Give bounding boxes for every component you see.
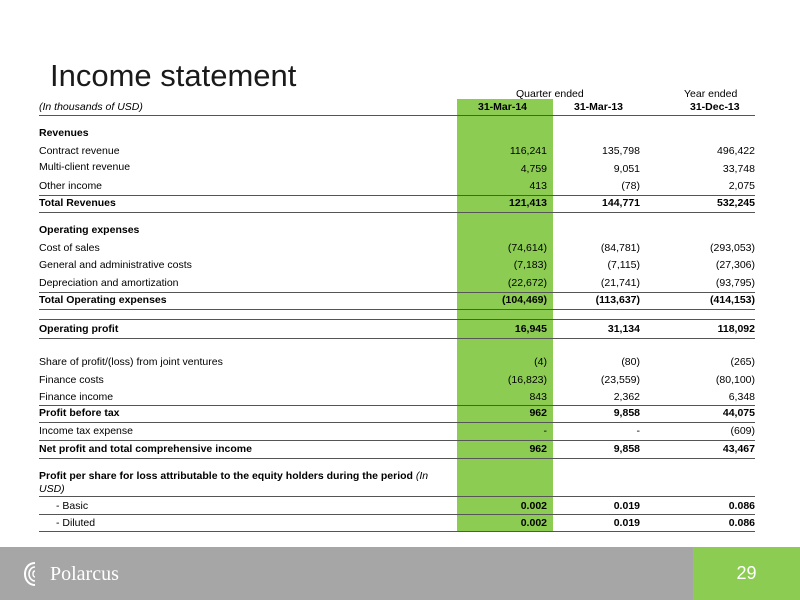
row-label: - Basic (56, 500, 89, 512)
cell-q1-2013: 2,362 (613, 391, 640, 403)
table-row (39, 240, 755, 257)
cell-fy-2013: 496,422 (717, 145, 755, 157)
cell-q1-2014: 16,945 (514, 323, 547, 335)
table-row (39, 159, 755, 176)
cell-q1-2013: (21,741) (600, 277, 640, 289)
cell-q1-2014: (74,614) (507, 242, 547, 254)
cell-fy-2013: (609) (730, 425, 755, 437)
cell-fy-2013: 0.086 (728, 500, 755, 512)
page-number: 29 (736, 563, 757, 583)
cell-fy-2013: (414,153) (710, 294, 755, 306)
units-label: (In thousands of USD) (39, 101, 143, 113)
row-label: Other income (39, 180, 103, 192)
net-profit-row (39, 441, 755, 458)
col-header-q1-2013: 31-Mar-13 (574, 101, 624, 113)
cell-fy-2013: 0.086 (728, 517, 755, 529)
cell-q1-2013: 0.019 (613, 500, 640, 512)
cell-q1-2014: (4) (534, 356, 547, 368)
row-rule (39, 531, 755, 532)
row-label: Multi-client revenue (39, 161, 131, 173)
table-row (39, 143, 755, 160)
row-rule (39, 212, 755, 213)
row-label: Finance income (39, 391, 114, 403)
page-title: Income statement (50, 58, 297, 93)
eps-heading-bold: Profit per share for loss attributable to the equity holders during the period (39, 470, 413, 482)
cell-fy-2013: (93,795) (715, 277, 755, 289)
profit-before-tax-row (39, 405, 755, 422)
row-label: Income tax expense (39, 425, 133, 437)
cell-fy-2013: (27,306) (715, 259, 755, 271)
cell-q1-2013: 9,051 (613, 163, 640, 175)
operating-profit-row (39, 321, 755, 338)
cell-q1-2013: (84,781) (600, 242, 640, 254)
eps-heading-text (39, 470, 459, 496)
cell-q1-2014: (22,672) (507, 277, 547, 289)
row-label: General and administrative costs (39, 259, 192, 271)
row-label: Operating expenses (39, 224, 140, 236)
row-rule (39, 319, 755, 320)
eps-heading-italic: (In (415, 470, 429, 482)
cell-q1-2013: 135,798 (602, 145, 640, 157)
row-label: Contract revenue (39, 145, 120, 157)
row-label: - Diluted (56, 517, 96, 529)
cell-q1-2013: (80) (621, 356, 640, 368)
cell-fy-2013: (265) (730, 356, 755, 368)
table-row (39, 389, 755, 406)
row-label: Finance costs (39, 374, 104, 386)
table-row (39, 423, 755, 440)
eps-heading-italic-2: USD) (39, 483, 65, 495)
cell-q1-2014: (7,183) (513, 259, 547, 271)
row-label: Profit before tax (39, 407, 120, 419)
cell-q1-2013: 0.019 (613, 517, 640, 529)
table-row (39, 178, 755, 195)
table-row (39, 498, 755, 515)
cell-q1-2013: 144,771 (602, 197, 640, 209)
table-row (39, 515, 755, 532)
footer-bar (0, 547, 800, 600)
row-label: Share of profit/(loss) from joint ventures (39, 356, 223, 368)
row-label: Revenues (39, 127, 89, 139)
row-rule (39, 309, 755, 310)
cell-fy-2013: (80,100) (715, 374, 755, 386)
cell-q1-2014: 0.002 (520, 517, 547, 529)
cell-q1-2013: 31,134 (607, 323, 640, 335)
table-row (39, 372, 755, 389)
cell-q1-2013: (7,115) (607, 259, 640, 271)
polarcus-logo (24, 560, 119, 588)
cell-q1-2014: 843 (529, 391, 547, 403)
polarcus-swirl-icon (24, 561, 46, 587)
cell-q1-2014: 962 (529, 443, 547, 455)
revenues-heading (39, 125, 755, 142)
row-label: Total Revenues (39, 197, 116, 209)
cell-fy-2013: 118,092 (717, 323, 755, 335)
cell-q1-2014: 413 (529, 180, 547, 192)
cell-fy-2013: 33,748 (722, 163, 755, 175)
cell-q1-2013: (78) (621, 180, 640, 192)
cell-q1-2013: (23,559) (600, 374, 640, 386)
table-row (39, 275, 755, 292)
cell-q1-2014: 962 (529, 407, 547, 419)
cell-q1-2014: (16,823) (507, 374, 547, 386)
table-row (39, 257, 755, 274)
total-row (39, 292, 755, 309)
col-header-q1-2014: 31-Mar-14 (478, 101, 528, 113)
table-row (39, 354, 755, 371)
col-header-fy-2013: 31-Dec-13 (690, 101, 740, 113)
cell-fy-2013: (293,053) (710, 242, 755, 254)
cell-fy-2013: 6,348 (728, 391, 755, 403)
row-rule (39, 496, 755, 497)
row-label: Depreciation and amortization (39, 277, 179, 289)
cell-fy-2013: 43,467 (722, 443, 755, 455)
eps-heading (39, 470, 459, 498)
cell-q1-2014: 4,759 (520, 163, 547, 175)
total-row (39, 195, 755, 212)
cell-q1-2013: 9,858 (613, 407, 640, 419)
row-label: Operating profit (39, 323, 119, 335)
row-rule (39, 458, 755, 459)
cell-q1-2014: 116,241 (509, 145, 547, 157)
opex-heading (39, 222, 755, 239)
row-rule (39, 338, 755, 339)
cell-fy-2013: 2,075 (728, 180, 755, 192)
year-ended-label: Year ended (684, 88, 738, 100)
cell-q1-2013: - (636, 425, 640, 437)
cell-q1-2014: (104,469) (502, 294, 547, 306)
cell-fy-2013: 532,245 (717, 197, 755, 209)
row-label: Cost of sales (39, 242, 100, 254)
cell-q1-2014: - (543, 425, 547, 437)
cell-q1-2013: 9,858 (613, 443, 640, 455)
quarter-ended-label: Quarter ended (516, 88, 584, 100)
logo-text: Polarcus (50, 562, 119, 585)
cell-q1-2014: 121,413 (509, 197, 547, 209)
cell-q1-2014: 0.002 (520, 500, 547, 512)
cell-fy-2013: 44,075 (722, 407, 755, 419)
cell-q1-2013: (113,637) (595, 294, 640, 306)
header-rule (39, 115, 755, 116)
row-label: Total Operating expenses (39, 294, 167, 306)
row-label: Net profit and total comprehensive income (39, 443, 252, 455)
